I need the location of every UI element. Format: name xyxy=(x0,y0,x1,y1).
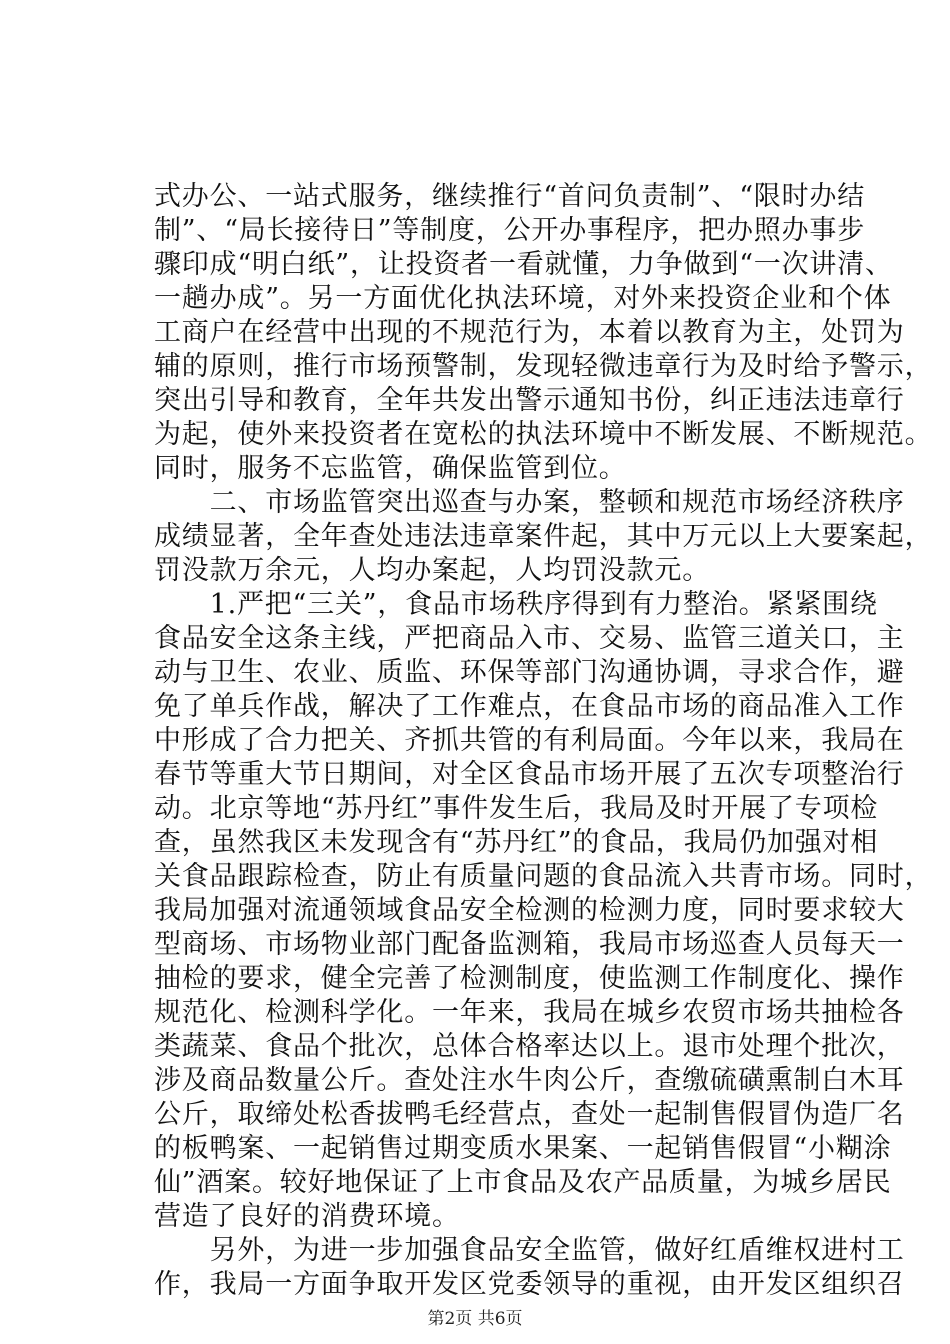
text-line: 抽检的要求，健全完善了检测制度，使监测工作制度化、操作 xyxy=(154,963,905,994)
text-line: 一趟办成”。另一方面优化执法环境，对外来投资企业和个体 xyxy=(154,283,892,314)
text-line: 二、市场监管突出巡查与办案，整顿和规范市场经济秩序 xyxy=(154,487,905,518)
text-line: 规范化、检测科学化。一年来，我局在城乡农贸市场共抽检各 xyxy=(154,997,905,1028)
text-line: 工商户在经营中出现的不规范行为，本着以教育为主，处罚为 xyxy=(154,317,905,348)
text-line: 另外，为进一步加强食品安全监管，做好红盾维权进村工 xyxy=(154,1235,905,1266)
text-line: 查，虽然我区未发现含有“苏丹红”的食品，我局仍加强对相 xyxy=(154,827,879,858)
text-line: 公斤，取缔处松香拔鸭毛经营点，查处一起制售假冒伪造厂名 xyxy=(154,1099,905,1130)
text-line: 春节等重大节日期间，对全区食品市场开展了五次专项整治行 xyxy=(154,759,905,790)
text-line: 型商场、市场物业部门配备监测箱，我局市场巡查人员每天一 xyxy=(154,929,905,960)
text-line: 的板鸭案、一起销售过期变质水果案、一起销售假冒“小糊涂 xyxy=(154,1133,892,1164)
text-line: 涉及商品数量公斤。查处注水牛肉公斤，查缴硫磺熏制白木耳 xyxy=(154,1065,905,1096)
text-line: 食品安全这条主线，严把商品入市、交易、监管三道关口，主 xyxy=(154,623,905,654)
text-line: 动。北京等地“苏丹红”事件发生后，我局及时开展了专项检 xyxy=(154,793,879,824)
text-line: 我局加强对流通领域食品安全检测的检测力度，同时要求较大 xyxy=(154,895,905,926)
text-line: 同时，服务不忘监管，确保监管到位。 xyxy=(154,453,627,484)
text-line: 动与卫生、农业、质监、环保等部门沟通协调，寻求合作，避 xyxy=(154,657,905,688)
text-line: 中形成了合力把关、齐抓共管的有利局面。今年以来，我局在 xyxy=(154,725,905,756)
page-footer: 第2页 共6页 xyxy=(427,1309,523,1329)
text-line: 制”、“局长接待日”等制度，公开办事程序，把办照办事步 xyxy=(154,215,866,246)
text-line: 罚没款万余元，人均办案起，人均罚没款元。 xyxy=(154,555,710,586)
text-line: 为起，使外来投资者在宽松的执法环境中不断发展、不断规范。 xyxy=(154,419,933,450)
text-line: 1.严把“三关”，食品市场秩序得到有力整治。紧紧围绕 xyxy=(154,589,878,620)
text-line: 关食品跟踪检查，防止有质量问题的食品流入共青市场。同时， xyxy=(154,861,933,892)
text-line: 类蔬菜、食品个批次，总体合格率达以上。退市处理个批次， xyxy=(154,1031,905,1062)
text-line: 免了单兵作战，解决了工作难点，在食品市场的商品准入工作 xyxy=(154,691,905,722)
text-line: 仙”酒案。较好地保证了上市食品及农产品质量，为城乡居民 xyxy=(154,1167,892,1198)
text-line: 作，我局一方面争取开发区党委领导的重视，由开发区组织召 xyxy=(154,1269,905,1300)
text-line: 骤印成“明白纸”，让投资者一看就懂，力争做到“一次讲清、 xyxy=(154,249,893,280)
text-line: 营造了良好的消费环境。 xyxy=(154,1201,460,1232)
text-line: 辅的原则，推行市场预警制，发现轻微违章行为及时给予警示， xyxy=(154,351,933,382)
text-line: 式办公、一站式服务，继续推行“首问负责制”、“限时办结 xyxy=(154,181,866,212)
text-line: 突出引导和教育，全年共发出警示通知书份，纠正违法违章行 xyxy=(154,385,905,416)
text-line: 成绩显著，全年查处违法违章案件起，其中万元以上大要案起， xyxy=(154,521,933,552)
